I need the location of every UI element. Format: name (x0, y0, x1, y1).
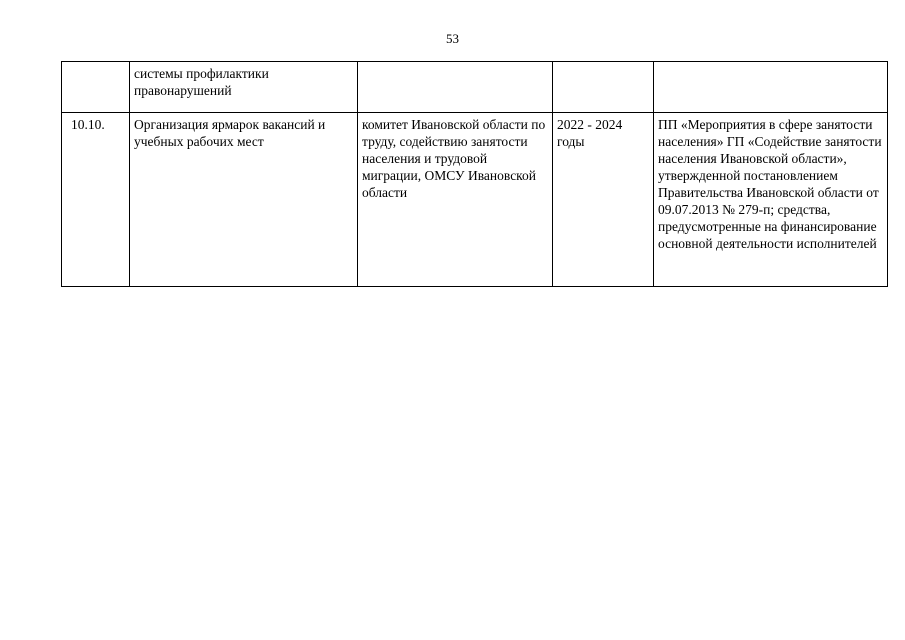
cell-executor (358, 62, 553, 113)
page-number: 53 (446, 31, 459, 46)
table-row (62, 62, 888, 113)
cell-number (62, 62, 130, 113)
cell-period (553, 62, 654, 113)
cell-measure-name: Организация ярмарок вакансий и учебных рабочих мест (130, 113, 358, 287)
cell-period: 2022 - 2024 годы (553, 113, 654, 287)
cell-number: 10.10. (62, 113, 130, 287)
cell-funding-source: ПП «Мероприятия в сфере занятости населения» ГП «Содействие занятости населения Ивановской области», утвержденной постановлением Правительства Ивановской области от 09.07.2013 № 279-п; средства, предусмотренные на финансирование основной деятельности исполнителей (654, 113, 888, 287)
measures-table (61, 61, 888, 287)
cell-executor: комитет Ивановской области по труду, содействию занятости населения и трудовой миграции, ОМСУ Ивановской области (358, 113, 553, 287)
cell-measure-name: системы профилактики правонарушений (130, 62, 358, 113)
cell-funding-source (654, 62, 888, 113)
table-row (62, 113, 888, 287)
